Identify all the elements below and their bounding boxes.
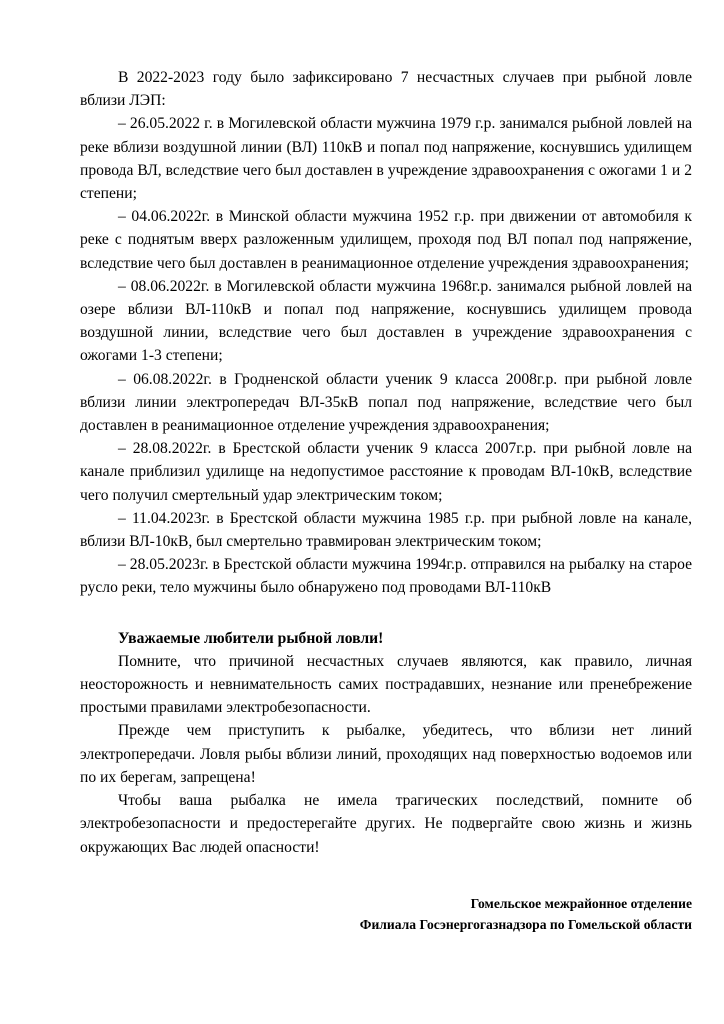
document-body	[80, 66, 692, 859]
incident-item: – 08.06.2022г. в Могилевской области мужчина 1968г.р. занимался рыбной ловлей на озере вблизи ВЛ-110кВ и попал под напряжение, коснувшись удилищем провода воздушной линии, вследствие чего был доставлен в учреждение здравоохранения с ожогами 1-3 степени;	[80, 277, 692, 365]
incident-item: – 04.06.2022г. в Минской области мужчина 1952 г.р. при движении от автомобиля к реке с поднятым вверх разложенным удилищем, проходя под ВЛ попал под напряжение, вследствие чего был доставлен в реанимационное отделение учреждения здравоохранения;	[80, 208, 692, 272]
incident-item: – 26.05.2022 г. в Могилевской области мужчина 1979 г.р. занимался рыбной ловлей на реке вблизи воздушной линии (ВЛ) 110кВ и попал под напряжение, коснувшись удилищем провода ВЛ, вследствие чего был доставлен в учреждение здравоохранения с ожогами 1 и 2 степени;	[80, 115, 692, 203]
appeal-paragraph: Чтобы ваша рыбалка не имела трагических последствий, помните об электробезопасности и предостерегайте других. Не подвергайте свою жизнь и жизнь окружающих Вас людей опасности!	[80, 792, 692, 856]
appeal-paragraph: Помните, что причиной несчастных случаев являются, как правило, личная неосторожность и невнимательность самих пострадавших, незнание или пренебрежение простыми правилами электробезопасности.	[80, 652, 692, 717]
incident-item: – 28.05.2023г. в Брестской области мужчина 1994г.р. отправился на рыбалку на старое русло реки, тело мужчины было обнаружено под проводами ВЛ-110кВ	[80, 556, 692, 597]
signature-line-2: Филиала Госэнергогазнадзора по Гомельской области	[359, 917, 692, 932]
appeal-paragraph: Прежде чем приступить к рыбалке, убедитесь, что вблизи нет линий электропередачи. Ловля рыбы вблизи линий, проходящих над поверхностью водоемов или по их берегам, запрещена!	[80, 722, 692, 786]
incident-item: – 06.08.2022г. в Гродненской области ученик 9 класса 2008г.р. при рыбной ловле вблизи линии электропередач ВЛ-35кВ попал под напряжение, вследствие чего был доставлен в реанимационное отделение учреждения здравоохранения;	[80, 370, 692, 435]
signature-line-1: Гомельское межрайонное отделение	[470, 896, 692, 911]
appeal-heading: Уважаемые любители рыбной ловли!	[118, 629, 384, 647]
intro-paragraph: В 2022-2023 году было зафиксировано 7 несчастных случаев при рыбной ловле вблизи ЛЭП:	[80, 69, 692, 110]
incident-item: – 11.04.2023г. в Брестской области мужчина 1985 г.р. при рыбной ловле на канале, вблизи ВЛ-10кВ, был смертельно травмирован электрическим током;	[80, 509, 692, 551]
incident-item: – 28.08.2022г. в Брестской области ученик 9 класса 2007г.р. при рыбной ловле на канале приблизил удилище на недопустимое расстояние к проводам ВЛ-10кВ, вследствие чего получил смертельный удар электрическим током;	[80, 440, 692, 504]
